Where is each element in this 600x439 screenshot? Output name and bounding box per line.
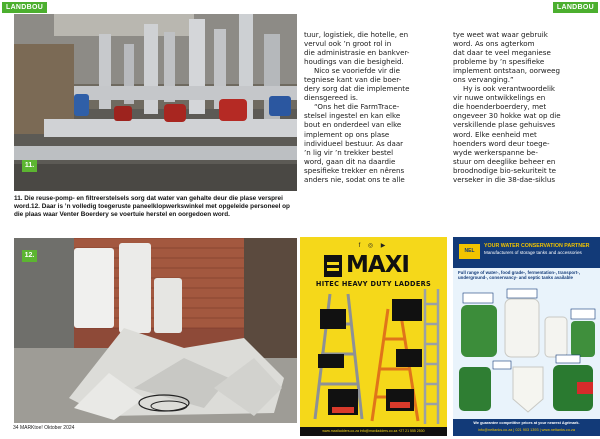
article-line: word, gaan dit na daardie [304,156,396,166]
article-line: anders nie, sodat ons te alle [304,174,405,184]
article-line: probleme by ’n spesifieke [453,57,545,67]
page-footer: 34 MARKtoe! Oktober 2024 [13,425,75,431]
article-line: implement ontstaan, oorweeg [453,66,560,76]
tanks-illustration [453,287,600,419]
photo-caption: 11. Die reuse-pomp- en filtreerstelsels sorg dat water van gehalte deur die plase versprei word.12. Daar is ’n volledig toegeruste paneelklopwerkswinkel met opgeleide personeel op die plaas waar Venter Boerdery se voertuie herstel en oorgedoen word. [14,195,290,218]
photo-number-badge: 11. [22,160,37,172]
pump-room-photo [14,14,297,191]
nel-contact-bar [453,419,600,436]
article-line: dat daar te veel meganiese [453,48,551,58]
article-line: tegniese kant van die boer- [304,75,402,85]
article-column-1 [304,30,409,184]
maxi-tagline: HITEC HEAVY DUTY LADDERS [315,280,432,288]
workshop-photo [14,238,297,423]
article-line: word. As ons agterkom [453,39,535,49]
article-line: “Ons het die FarmTrace- [314,102,400,112]
maxi-ladders-ad[interactable] [300,237,447,436]
nel-subtitle: Manufacturers of storage tanks and accessories [484,250,582,255]
article-line: hoenders word deur toege- [453,138,550,148]
article-line: individueel bestuur. As daar [304,138,404,148]
article-line: spesifieke trekker en nêrens [304,165,405,175]
section-tab-left: LANDBOU [2,2,47,13]
article-line: bout en onderdeel van elke [304,120,402,130]
article-line: tuur, logistiek, die hotelle, en [304,30,409,39]
article-line: ons vervanging.” [453,75,514,85]
article-line: verskillende plase gehuisves [453,120,556,130]
article-column-2 [453,30,561,184]
nel-footer-line: We guarantee competitive prices at your nearest Agrimark. [473,421,580,425]
article-line: ongeveer 30 hokke wat op die [453,111,561,121]
article-line: vervul ook ’n groot rol in [304,39,392,49]
article-line: word. Elke eenheid met [453,129,537,139]
ladder-logo-icon [324,255,342,277]
article-line: Hy is ook verantwoordelik [463,84,556,94]
nel-logo: NEL [459,244,480,259]
social-icons: f ◎ ▶ [358,243,389,249]
article-line: houdings van die besigheid. [304,57,404,67]
article-line: verseker in die 38-dae-siklus [453,174,556,184]
photo-number-badge: 12. [22,250,37,262]
maxi-logo [324,252,424,278]
nel-title: YOUR WATER CONSERVATION PARTNER [484,243,590,249]
nel-header [453,237,600,268]
article-line: broodnodige bio-sekuriteit te [453,165,557,175]
section-tab-right: LANDBOU [553,2,598,13]
article-line: Nico se vooriefde vir die [314,66,401,76]
article-line: ’n lig vir ’n trekker bestel [304,147,394,157]
article-line: stelsel ingestel en kan elke [304,111,401,121]
article-line: die administrasie en bankver- [304,48,410,58]
article-line: tye weet wat waar gebruik [453,30,548,39]
nel-tanks-ad[interactable] [453,237,600,436]
maxi-brand: MAXI [346,252,409,278]
article-line: diensgereed is. [304,93,359,103]
article-line: stuur om deeglike beheer en [453,156,556,166]
nel-description: Full range of water-, food grade-, fermentation-, transport-, underground-, conservancy- and septic tanks available [458,270,580,281]
article-line: implement op ons plase [304,129,390,139]
article-line: dery sorg dat die implemente [304,84,410,94]
ladders-illustration [300,289,447,427]
article-line: wyde werkerspanne be- [453,147,538,157]
maxi-contact-bar: www.maxiladders.co.za info@maxiladders.co.za +27 21 555 2500 [300,427,447,436]
article-line: vir nuwe ontwikkelings en [453,93,546,103]
article-line: die hoenderboerdery, met [453,102,547,112]
nel-footer-contact: info@neltanks.co.za | 021 903 1393 | www.neltanks.co.za [477,428,575,432]
